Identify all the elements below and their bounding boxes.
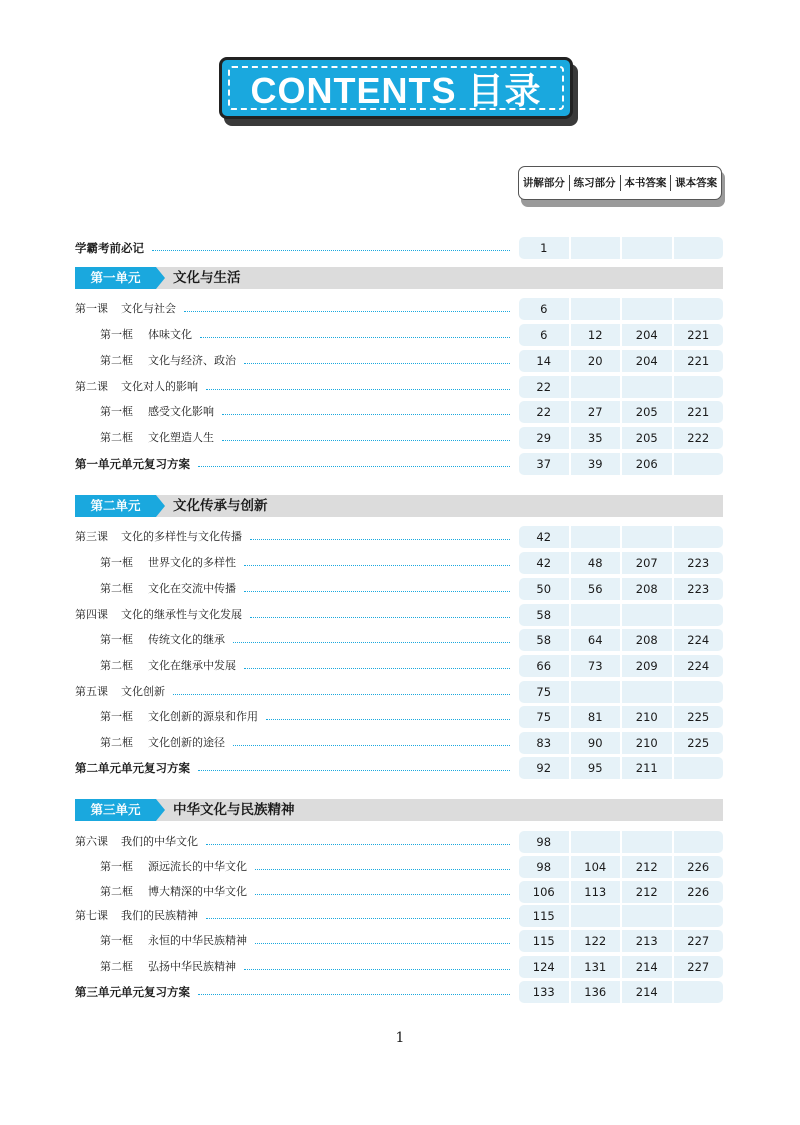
entry-name: 文化创新的源泉和作用: [148, 710, 258, 723]
page-cell: 211: [622, 757, 672, 779]
toc-entry[interactable]: [75, 552, 723, 574]
page-cell: 226: [674, 881, 724, 903]
page-cell: [674, 298, 724, 320]
entry-key: 第二框: [100, 736, 133, 749]
page-cell: [674, 681, 724, 703]
title-banner: [219, 57, 573, 119]
page-cell: 124: [519, 956, 569, 978]
page-cell: 221: [674, 350, 724, 372]
page-cell: 29: [519, 427, 569, 449]
toc-entry[interactable]: [75, 324, 723, 346]
entry-key: 第一课: [75, 302, 108, 315]
entry-label: [100, 732, 225, 754]
unit-tag-arrow: [156, 799, 165, 821]
page-cell: [674, 757, 724, 779]
dot-leader: [255, 943, 510, 944]
page-cell: 122: [571, 930, 621, 952]
entry-name: 博大精深的中华文化: [148, 885, 247, 898]
page-cell: [571, 604, 621, 626]
entry-label: [100, 930, 247, 952]
page-cell: 221: [674, 324, 724, 346]
page-cell: 223: [674, 578, 724, 600]
page-cell: [674, 237, 724, 259]
page-cell: [571, 526, 621, 548]
dot-leader: [198, 770, 510, 771]
entry-label: [100, 324, 192, 346]
page-cell: 214: [622, 956, 672, 978]
page-cell: [674, 981, 724, 1003]
dot-leader: [222, 414, 510, 415]
page-cell: 204: [622, 324, 672, 346]
entry-name: 文化的多样性与文化传播: [121, 530, 242, 543]
entry-key: 第一单元: [75, 457, 121, 471]
page-cell: 48: [571, 552, 621, 574]
page-cell: 206: [622, 453, 672, 475]
entry-name: 我们的民族精神: [121, 909, 198, 922]
page-cells: [519, 881, 723, 903]
dot-leader: [184, 311, 510, 312]
entry-label: [100, 427, 214, 449]
page-cell: [571, 681, 621, 703]
entry-name: 文化对人的影响: [121, 380, 198, 393]
entry-name: 文化塑造人生: [148, 431, 214, 444]
page-cell: [622, 298, 672, 320]
dot-leader: [222, 440, 510, 441]
page-cell: 205: [622, 401, 672, 423]
entry-key: 第二框: [100, 582, 133, 595]
page-cell: 209: [622, 655, 672, 677]
page-cell: 95: [571, 757, 621, 779]
entry-name: 文化在交流中传播: [148, 582, 236, 595]
entry-key: 第二框: [100, 960, 133, 973]
page-cells: [519, 981, 723, 1003]
title-banner-border: [228, 66, 564, 110]
page-cells: [519, 526, 723, 548]
page-cells: [519, 706, 723, 728]
unit-tag-arrow: [156, 495, 165, 517]
column-book-answers: 本书答案: [621, 175, 672, 191]
toc-entry[interactable]: [75, 350, 723, 372]
page-cell: 227: [674, 956, 724, 978]
page-cells: [519, 856, 723, 878]
entry-label: [100, 350, 236, 372]
page-cells: [519, 732, 723, 754]
toc-entry[interactable]: [75, 757, 723, 779]
page-cell: 204: [622, 350, 672, 372]
entry-label: [75, 453, 190, 475]
page-cell: 212: [622, 881, 672, 903]
page-cell: 106: [519, 881, 569, 903]
page-cell: 56: [571, 578, 621, 600]
entry-label: [75, 604, 242, 626]
page-cell: [622, 526, 672, 548]
page-cell: [622, 681, 672, 703]
unit-tag: 第一单元: [75, 267, 156, 289]
entry-label: [100, 856, 247, 878]
unit-header: [75, 799, 723, 821]
page-cell: 136: [571, 981, 621, 1003]
toc-entry[interactable]: [75, 604, 723, 626]
dot-leader: [152, 250, 510, 251]
page-cells: [519, 604, 723, 626]
entry-name: 文化与社会: [121, 302, 176, 315]
page-cells: [519, 681, 723, 703]
entry-label: [100, 629, 225, 651]
entry-label: [75, 298, 176, 320]
page-cell: 225: [674, 706, 724, 728]
entry-name: 弘扬中华民族精神: [148, 960, 236, 973]
column-textbook-answers: 课本答案: [675, 177, 718, 189]
entry-label: [75, 376, 198, 398]
page-cell: 22: [519, 401, 569, 423]
entry-label: [75, 831, 198, 853]
entry-name: 世界文化的多样性: [148, 556, 236, 569]
entry-key: 第一框: [100, 328, 133, 341]
toc-entry[interactable]: [75, 453, 723, 475]
page-cells: [519, 905, 723, 927]
page-cell: 64: [571, 629, 621, 651]
page-cell: 214: [622, 981, 672, 1003]
page-cell: 6: [519, 298, 569, 320]
entry-key: 第二框: [100, 431, 133, 444]
page-cell: [571, 905, 621, 927]
dot-leader: [198, 466, 510, 467]
page-cell: 37: [519, 453, 569, 475]
page-cell: 58: [519, 629, 569, 651]
entry-key: 第二单元: [75, 761, 121, 775]
page-cell: [571, 831, 621, 853]
page-cell: 221: [674, 401, 724, 423]
dot-leader: [206, 844, 510, 845]
page-cells: [519, 376, 723, 398]
page-cells: [519, 324, 723, 346]
page-cells: [519, 578, 723, 600]
toc-entry[interactable]: [75, 956, 723, 978]
page-cell: [622, 905, 672, 927]
page-cell: 75: [519, 706, 569, 728]
entry-name: 永恒的中华民族精神: [148, 934, 247, 947]
toc-entry[interactable]: [75, 401, 723, 423]
page-cell: 20: [571, 350, 621, 372]
entry-key: 第一框: [100, 934, 133, 947]
page-cells: [519, 552, 723, 574]
dot-leader: [244, 591, 510, 592]
page-cell: 22: [519, 376, 569, 398]
page-cell: 213: [622, 930, 672, 952]
entry-name: 文化与经济、政治: [148, 354, 236, 367]
page-cell: 225: [674, 732, 724, 754]
page-cells: [519, 401, 723, 423]
column-practice: 练习部分: [570, 175, 621, 191]
page-cell: 73: [571, 655, 621, 677]
entry-key: 第二框: [100, 659, 133, 672]
page-cell: [571, 298, 621, 320]
toc-entry[interactable]: [75, 526, 723, 548]
entry-name: 文化创新: [121, 685, 165, 698]
dot-leader: [244, 969, 510, 970]
dot-leader: [206, 918, 510, 919]
page-cell: 205: [622, 427, 672, 449]
entry-label: [75, 905, 198, 927]
page-cells: [519, 350, 723, 372]
entry-label: [75, 757, 190, 779]
column-header: [518, 166, 722, 200]
page-cell: [674, 453, 724, 475]
page-cells: [519, 930, 723, 952]
page-title: CONTENTS 目录: [250, 69, 542, 111]
page-cell: 131: [571, 956, 621, 978]
page-cell: 98: [519, 831, 569, 853]
page-cell: 226: [674, 856, 724, 878]
dot-leader: [206, 389, 510, 390]
toc-entry[interactable]: [75, 732, 723, 754]
entry-key: 第三课: [75, 530, 108, 543]
toc-entry[interactable]: [75, 681, 723, 703]
toc-entry[interactable]: [75, 376, 723, 398]
page-cell: 224: [674, 629, 724, 651]
page-cell: 75: [519, 681, 569, 703]
toc-entry[interactable]: [75, 905, 723, 927]
entry-key: 第二课: [75, 380, 108, 393]
page-cell: [622, 604, 672, 626]
entry-label: [100, 401, 214, 423]
entry-name: 我们的中华文化: [121, 835, 198, 848]
unit-tag: 第三单元: [75, 799, 156, 821]
unit-title: 文化传承与创新: [173, 498, 268, 514]
intro-row[interactable]: [75, 237, 723, 259]
toc-entry[interactable]: [75, 298, 723, 320]
entry-key: 第二框: [100, 354, 133, 367]
unit-title: 文化与生活: [173, 270, 241, 286]
page-cell: [622, 376, 672, 398]
page-cell: 81: [571, 706, 621, 728]
entry-name: 文化创新的途径: [148, 736, 225, 749]
entry-label: [100, 706, 258, 728]
page-cell: [674, 526, 724, 548]
entry-name: 单元复习方案: [121, 457, 190, 471]
page-cell: 42: [519, 526, 569, 548]
page-cell: 223: [674, 552, 724, 574]
entry-label: [100, 881, 247, 903]
entry-label: [100, 552, 236, 574]
page-cell: 90: [571, 732, 621, 754]
page-cell: 224: [674, 655, 724, 677]
page-cell: 42: [519, 552, 569, 574]
toc-entry[interactable]: [75, 981, 723, 1003]
entry-key: 第三单元: [75, 985, 121, 999]
page-cell: 35: [571, 427, 621, 449]
unit-title: 中华文化与民族精神: [173, 802, 295, 818]
dot-leader: [266, 719, 510, 720]
entry-name: 体味文化: [148, 328, 192, 341]
page-cell: 66: [519, 655, 569, 677]
unit-header: [75, 267, 723, 289]
entry-label: [75, 981, 190, 1003]
toc-entry[interactable]: [75, 578, 723, 600]
page-cell: 222: [674, 427, 724, 449]
entry-label: [75, 526, 242, 548]
entry-key: 第二框: [100, 885, 133, 898]
page-cell: [571, 237, 621, 259]
page-cell: 58: [519, 604, 569, 626]
page-cell: 115: [519, 905, 569, 927]
column-explain: 讲解部分: [519, 175, 570, 191]
page-cell: 115: [519, 930, 569, 952]
entry-key: 第一框: [100, 710, 133, 723]
entry-name: 单元复习方案: [121, 985, 190, 999]
page-cells: [519, 757, 723, 779]
page-cell: 208: [622, 629, 672, 651]
page-cell: 50: [519, 578, 569, 600]
page-cell: 133: [519, 981, 569, 1003]
page-cell: [571, 376, 621, 398]
toc-entry[interactable]: [75, 856, 723, 878]
dot-leader: [250, 617, 510, 618]
page-cell: 227: [674, 930, 724, 952]
page-cell: [622, 831, 672, 853]
page-cell: [674, 604, 724, 626]
unit-header: [75, 495, 723, 517]
page-cell: 1: [519, 237, 569, 259]
dot-leader: [200, 337, 510, 338]
toc-entry[interactable]: [75, 930, 723, 952]
page-cell: [674, 905, 724, 927]
page-cell: 98: [519, 856, 569, 878]
entry-name: 学霸考前必记: [75, 241, 144, 255]
dot-leader: [198, 994, 510, 995]
entry-name: 文化的继承性与文化发展: [121, 608, 242, 621]
unit-tag-arrow: [156, 267, 165, 289]
entry-name: 文化在继承中发展: [148, 659, 236, 672]
page-cell: 104: [571, 856, 621, 878]
dot-leader: [233, 642, 510, 643]
page-cell: [622, 237, 672, 259]
toc-entry[interactable]: [75, 881, 723, 903]
page-cell: 14: [519, 350, 569, 372]
page-cells: [519, 298, 723, 320]
entry-key: 第六课: [75, 835, 108, 848]
page-cell: 113: [571, 881, 621, 903]
dot-leader: [255, 869, 510, 870]
entry-key: 第四课: [75, 608, 108, 621]
page-cell: 12: [571, 324, 621, 346]
page-cell: [674, 831, 724, 853]
dot-leader: [244, 363, 510, 364]
dot-leader: [244, 565, 510, 566]
entry-label: [100, 655, 236, 677]
page-cell: 212: [622, 856, 672, 878]
dot-leader: [244, 668, 510, 669]
dot-leader: [233, 745, 510, 746]
entry-label: [100, 956, 236, 978]
unit-tag: 第二单元: [75, 495, 156, 517]
page-cells: [519, 831, 723, 853]
page-cells: [519, 237, 723, 259]
entry-name: 单元复习方案: [121, 761, 190, 775]
page-cells: [519, 956, 723, 978]
page-cells: [519, 427, 723, 449]
page-cell: 210: [622, 732, 672, 754]
entry-key: 第一框: [100, 556, 133, 569]
entry-name: 感受文化影响: [148, 405, 214, 418]
page-cell: 39: [571, 453, 621, 475]
page-cell: 208: [622, 578, 672, 600]
entry-label: [75, 681, 165, 703]
page-cells: [519, 453, 723, 475]
toc-entry[interactable]: [75, 655, 723, 677]
toc-entry[interactable]: [75, 629, 723, 651]
page-cell: 83: [519, 732, 569, 754]
entry-key: 第一框: [100, 405, 133, 418]
entry-name: 传统文化的继承: [148, 633, 225, 646]
page-cell: 207: [622, 552, 672, 574]
dot-leader: [173, 694, 510, 695]
dot-leader: [255, 894, 510, 895]
page-cell: 27: [571, 401, 621, 423]
page-cell: 210: [622, 706, 672, 728]
page-cells: [519, 655, 723, 677]
entry-label: [75, 237, 144, 259]
page-cell: 6: [519, 324, 569, 346]
page-cells: [519, 629, 723, 651]
toc-entry[interactable]: [75, 427, 723, 449]
page-cell: [674, 376, 724, 398]
page-number: 1: [395, 1030, 405, 1046]
toc-entry[interactable]: [75, 706, 723, 728]
entry-key: 第七课: [75, 909, 108, 922]
entry-key: 第一框: [100, 860, 133, 873]
entry-key: 第五课: [75, 685, 108, 698]
toc-entry[interactable]: [75, 831, 723, 853]
page-cell: 92: [519, 757, 569, 779]
dot-leader: [250, 539, 510, 540]
entry-label: [100, 578, 236, 600]
entry-name: 源远流长的中华文化: [148, 860, 247, 873]
entry-key: 第一框: [100, 633, 133, 646]
